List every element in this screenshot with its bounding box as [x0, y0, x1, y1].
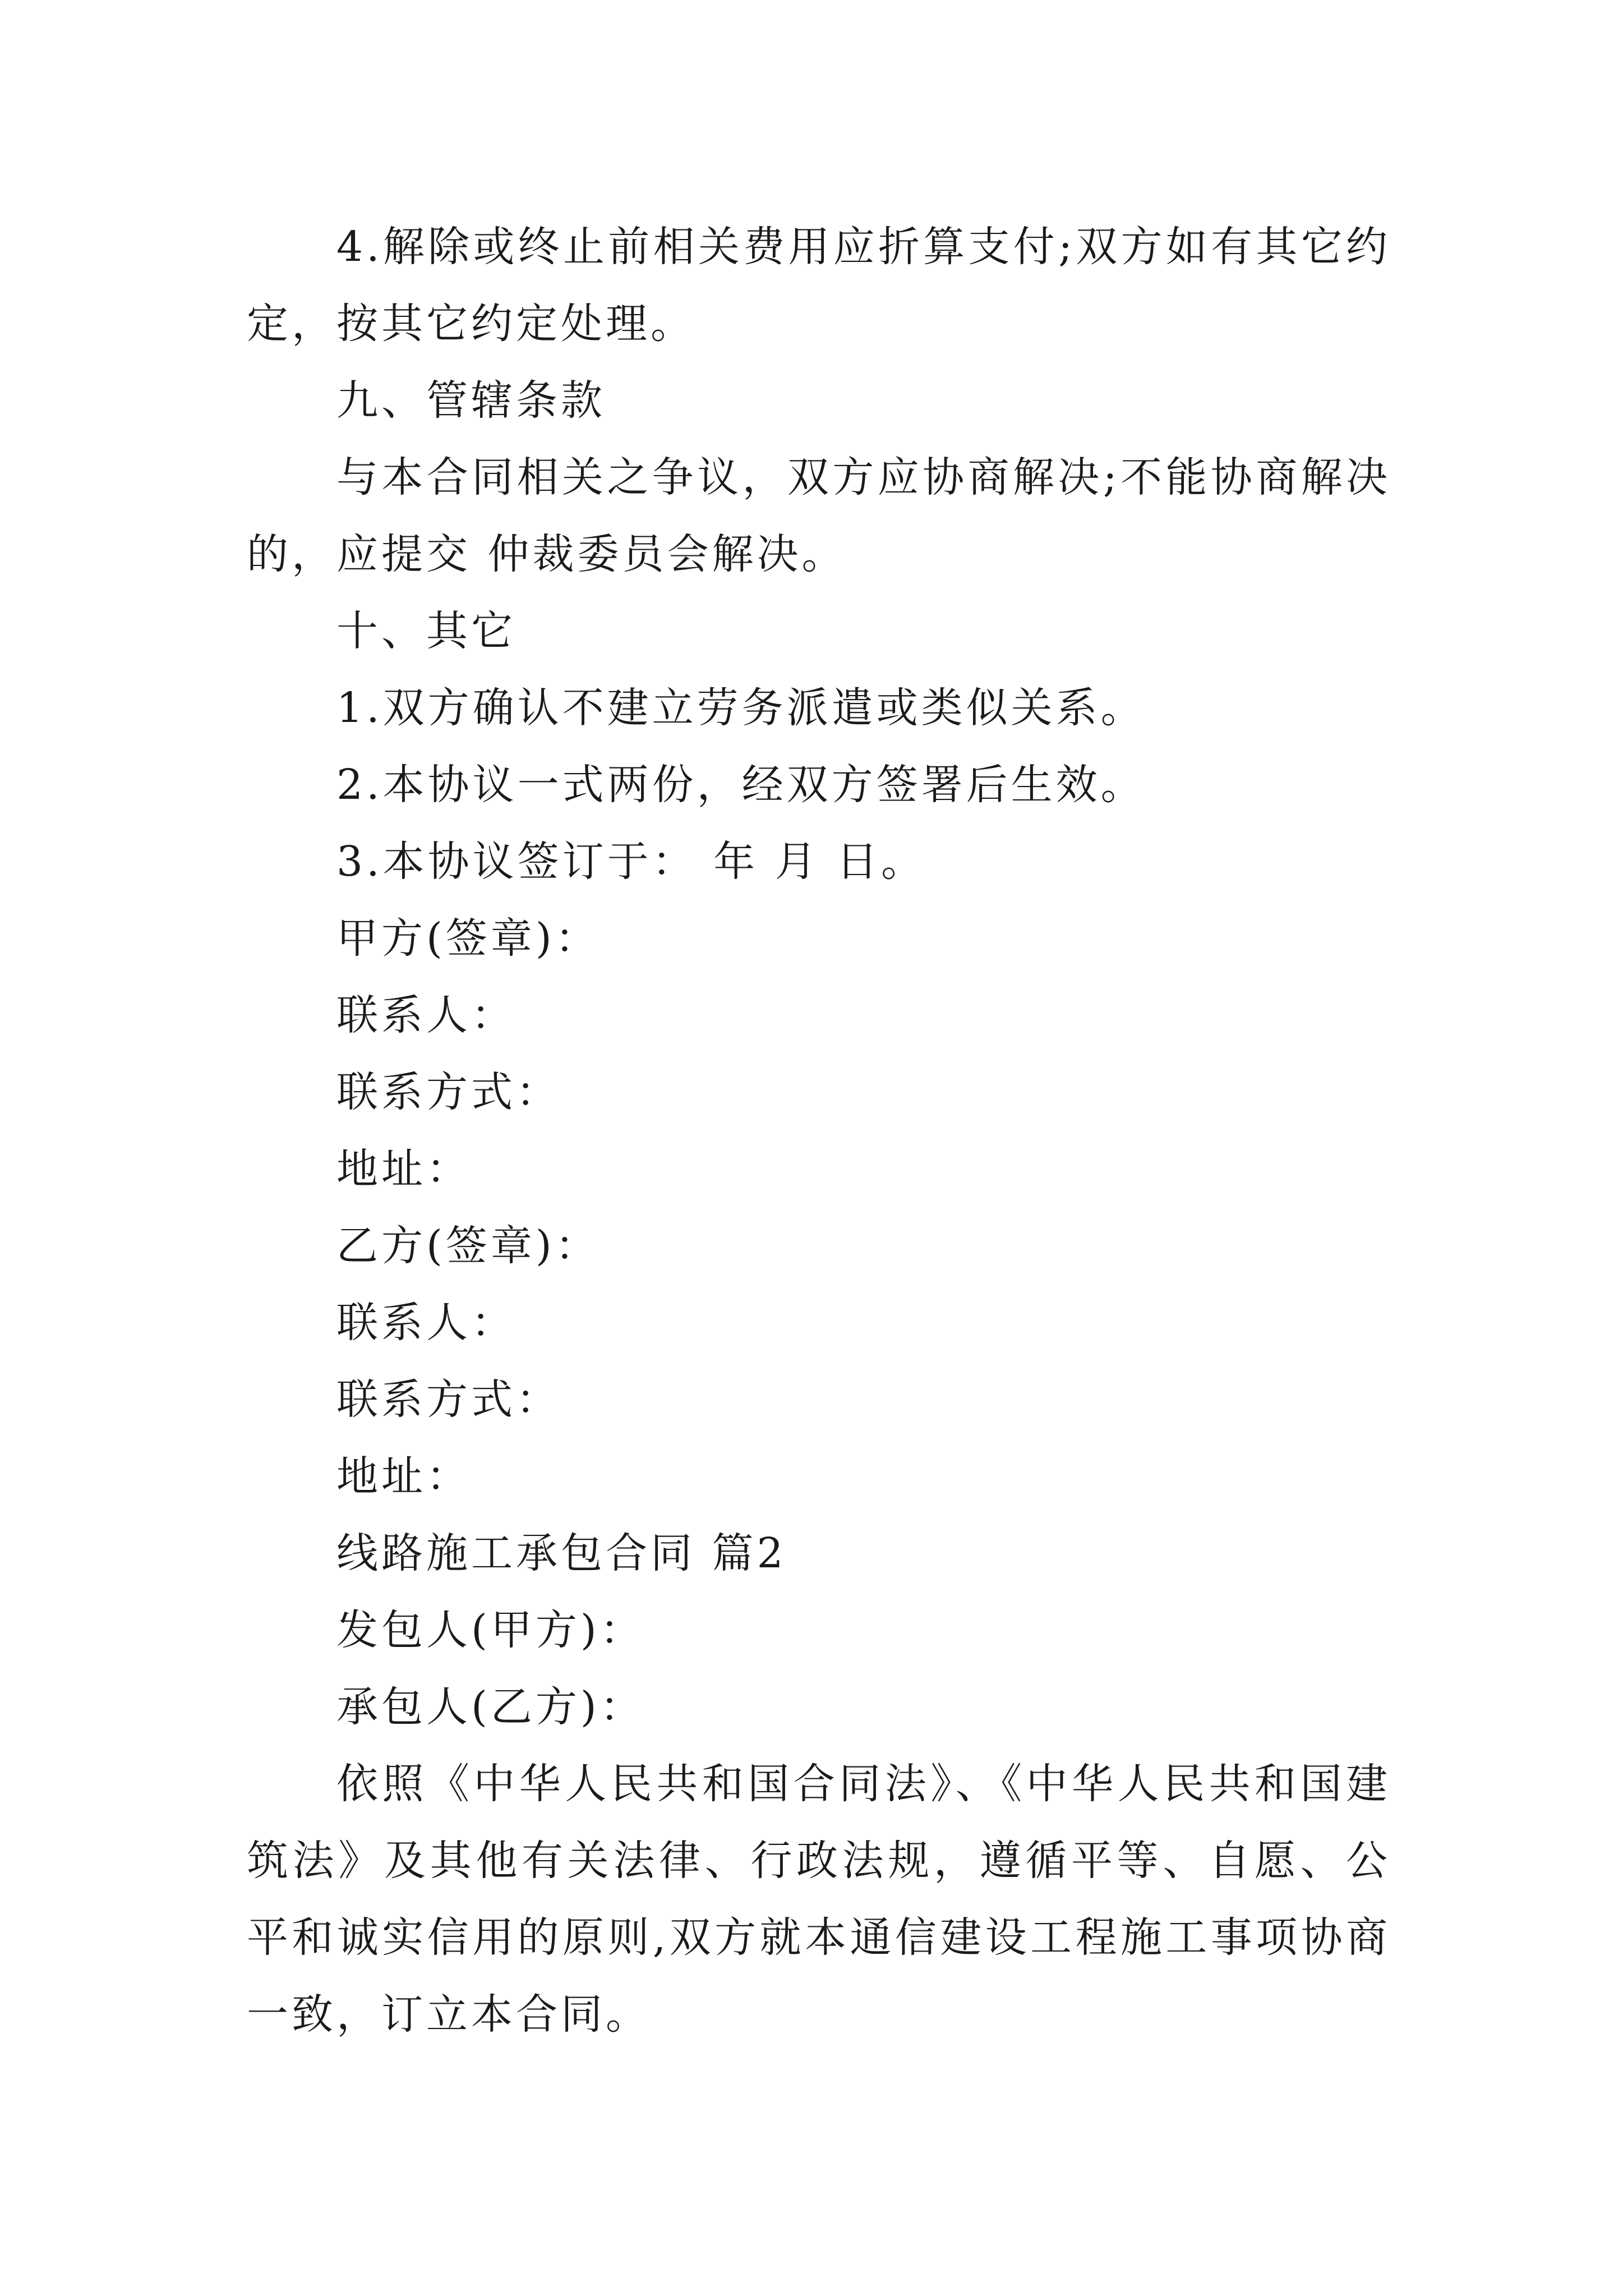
party-a-contact: 联系人： — [336, 991, 516, 1039]
party-a-seal: 甲方(签章)： — [336, 914, 600, 963]
heading-jurisdiction: 九、管辖条款 — [336, 376, 606, 425]
paragraph-termination-fees: 4.解除或终止前相关费用应折算支付;双方如有其它约定，按其它约定处理。 — [247, 223, 1391, 348]
party-b-seal: 乙方(签章)： — [336, 1222, 600, 1270]
contract-2-title: 线路施工承包合同 篇2 — [336, 1529, 787, 1577]
contract-2-preamble: 依照《中华人民共和国合同法》、《中华人民共和国建筑法》及其他有关法律、行政法规，遵循平等、自愿、公平和诚实信用的原则,双方就本通信建设工程施工事项协商一致，订立本合同。 — [247, 1760, 1391, 2039]
paragraph-other-2: 2.本协议一式两份，经双方签署后生效。 — [336, 761, 1146, 809]
party-b-address: 地址： — [336, 1452, 471, 1501]
party-a-contact-method: 联系方式： — [336, 1068, 561, 1116]
paragraph-dispute: 与本合同相关之争议，双方应协商解决;不能协商解决的，应提交 仲裁委员会解决。 — [247, 453, 1391, 578]
document-body — [247, 209, 1391, 2053]
party-a-address: 地址： — [336, 1145, 471, 1193]
party-b-contact: 联系人： — [336, 1299, 516, 1347]
party-b-contact-method: 联系方式： — [336, 1375, 561, 1424]
contract-2-contractor: 承包人(乙方)： — [336, 1683, 645, 1731]
paragraph-other-3: 3.本协议签订于： 年 月 日。 — [336, 838, 926, 886]
paragraph-other-1: 1.双方确认不建立劳务派遣或类似关系。 — [336, 684, 1146, 732]
heading-other: 十、其它 — [336, 607, 516, 655]
contract-2-employer: 发包人(甲方)： — [336, 1606, 645, 1654]
